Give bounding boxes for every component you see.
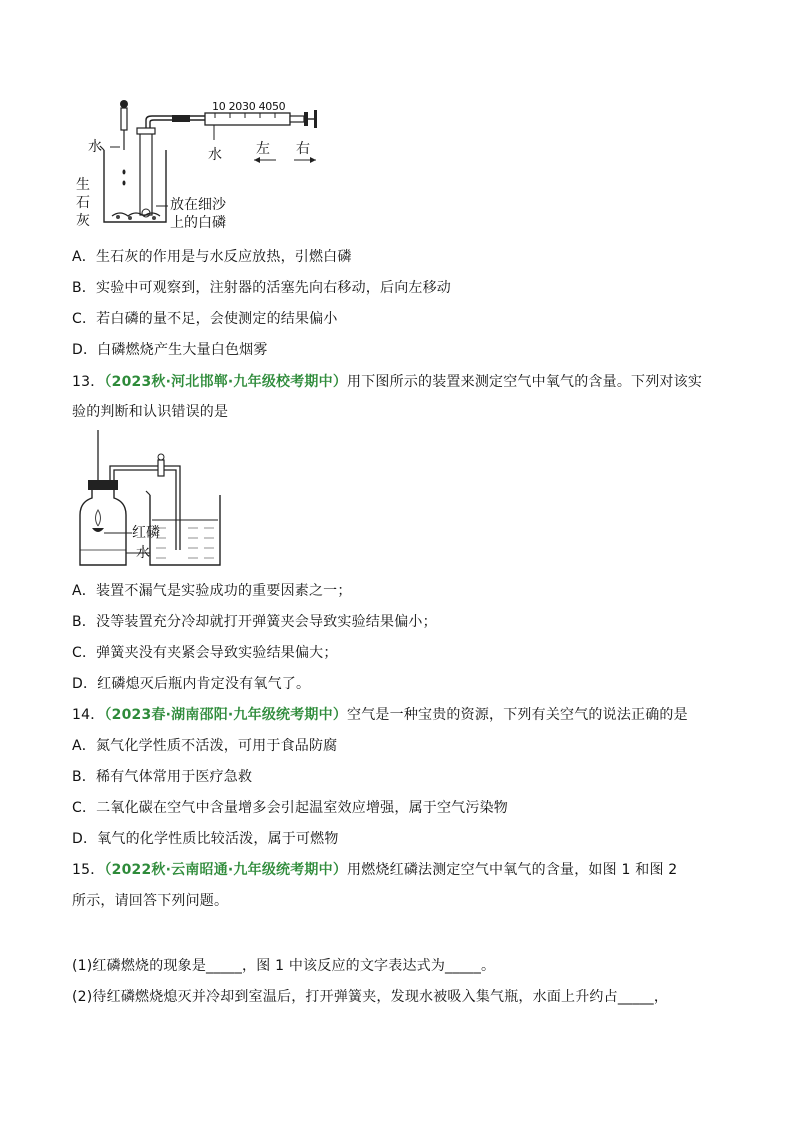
label-water-beaker: 水: [136, 545, 150, 561]
q15-stem-line-2: 所示，请回答下列问题。: [72, 893, 229, 909]
q13-option-b: B．没等装置充分冷却就打开弹簧夹会导致实验结果偏小；: [72, 614, 437, 630]
q15-stem-1: 用燃烧红磷法测定空气中氧气的含量，如图 1 和图 2: [347, 862, 678, 878]
q13-option-a: A．装置不漏气是实验成功的重要因素之一；: [72, 583, 352, 599]
q12-option-a: A．生石灰的作用是与水反应放热，引燃白磷: [72, 249, 352, 265]
q15-number: 15．: [72, 862, 105, 878]
q14-source: （2023春·湖南邵阳·九年级统考期中）: [104, 707, 348, 723]
label-water-dropper: 水: [88, 139, 102, 155]
q14-option-d: D．氧气的化学性质比较活泼，属于可燃物: [72, 831, 339, 847]
q12-option-c: C．若白磷的量不足，会使测定的结果偏小: [72, 311, 338, 327]
label-left: 左: [256, 141, 270, 157]
q12-option-d: D．白磷燃烧产生大量白色烟雾: [72, 342, 268, 358]
q13-option-d: D．红磷熄灭后瓶内肯定没有氧气了。: [72, 676, 311, 692]
q13-number: 13．: [72, 374, 105, 390]
q14-option-a: A．氮气化学性质不活泼，可用于食品防腐: [72, 738, 338, 754]
syringe-apparatus-drawing: [0, 0, 794, 240]
label-right: 右: [296, 141, 310, 157]
label-syringe-scale: 10 2030 4050: [212, 100, 286, 113]
red-phosphorus-apparatus-drawing: [0, 420, 794, 600]
label-quicklime-1: 生: [76, 177, 90, 193]
q13-option-c: C．弹簧夹没有夹紧会导致实验结果偏大；: [72, 645, 338, 661]
q13-source: （2023秋·河北邯郸·九年级校考期中）: [104, 374, 348, 390]
q13-stem-1: 用下图所示的装置来测定空气中氧气的含量。下列对该实: [347, 374, 703, 390]
label-white-phosphorus-2: 上的白磷: [170, 215, 226, 231]
q14-stem: [72, 705, 688, 725]
q14-number: 14．: [72, 707, 105, 723]
label-water-syringe: 水: [208, 147, 222, 163]
q15-source: （2022秋·云南昭通·九年级统考期中）: [104, 862, 348, 878]
q13-stem-line-2: 验的判断和认识错误的是: [72, 404, 229, 420]
label-red-phosphorus: 红磷: [132, 525, 160, 541]
q12-option-b: B．实验中可观察到，注射器的活塞先向右移动，后向左移动: [72, 280, 452, 296]
q14-stem-text: 空气是一种宝贵的资源，下列有关空气的说法正确的是: [347, 707, 688, 723]
q15-stem-line-1: [72, 860, 677, 880]
q15-sub-question-2: (2)待红磷燃烧熄灭并冷却到室温后，打开弹簧夹，发现水被吸入集气瓶，水面上升约占_____，: [72, 989, 669, 1005]
q14-option-b: B．稀有气体常用于医疗急救: [72, 769, 253, 785]
q15-sub-question-1: (1)红磷燃烧的现象是_____，图 1 中该反应的文字表达式为_____。: [72, 958, 496, 974]
label-white-phosphorus-1: 放在细沙: [170, 197, 226, 213]
q13-stem-line-1: [72, 372, 702, 392]
label-quicklime-3: 灰: [76, 213, 90, 229]
q14-option-c: C．二氧化碳在空气中含量增多会引起温室效应增强，属于空气污染物: [72, 800, 508, 816]
label-quicklime-2: 石: [76, 195, 90, 211]
